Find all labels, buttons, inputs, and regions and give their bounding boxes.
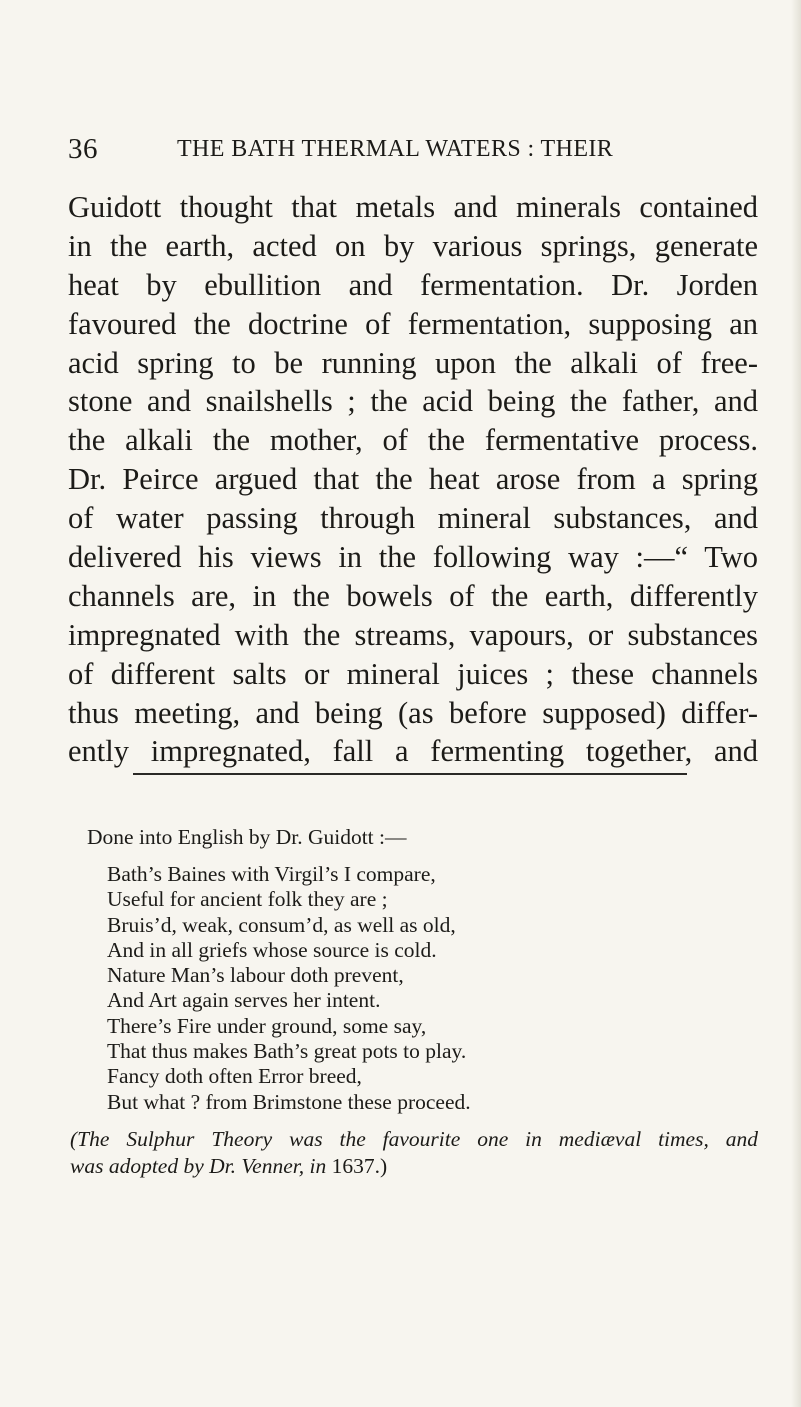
footnote-divider: [133, 773, 687, 775]
note-line-text: was adopted by Dr. Venner, in: [70, 1153, 332, 1178]
footnote-intro: Done into English by Dr. Guidott :—: [87, 825, 407, 849]
body-line: impregnated with the streams, vapours, or substances: [68, 617, 758, 652]
note-line: (The Sulphur Theory was the favourite one in mediæval times, and: [70, 1126, 758, 1151]
body-line: ently impregnated, fall a fermenting together, and: [68, 734, 758, 769]
verse-line: Useful for ancient folk they are ;: [107, 887, 388, 912]
verse-line: And Art again serves her intent.: [107, 988, 381, 1013]
body-line: thus meeting, and being (as before supposed) differ-: [68, 695, 758, 730]
verse-line: Fancy doth often Error breed,: [107, 1064, 362, 1089]
verse-line: Bruis’d, weak, consum’d, as well as old,: [107, 912, 456, 937]
verse-line: Nature Man’s labour doth prevent,: [107, 963, 404, 988]
note-line: [70, 1153, 758, 1180]
verse-line: But what ? from Brimstone these proceed.: [107, 1089, 471, 1114]
body-line: of different salts or mineral juices ; these channels: [68, 656, 758, 691]
page-number: 36: [68, 133, 98, 165]
body-line: favoured the doctrine of fermentation, supposing an: [68, 306, 758, 341]
footnote-note: [70, 1126, 758, 1180]
body-line: stone and snailshells ; the acid being the father, and: [68, 384, 758, 419]
verse-line: That thus makes Bath’s great pots to play.: [107, 1039, 467, 1064]
verse-line: Bath’s Baines with Virgil’s I compare,: [107, 862, 436, 886]
body-paragraph: [68, 188, 758, 771]
body-line: channels are, in the bowels of the earth, differently: [68, 578, 758, 613]
body-line: acid spring to be running upon the alkali of free-: [68, 345, 758, 380]
body-line: in the earth, acted on by various springs, generate: [68, 228, 758, 263]
body-line: Dr. Peirce argued that the heat arose from a spring: [68, 462, 758, 497]
note-year: 1637.): [331, 1153, 388, 1178]
footnote: [68, 823, 758, 1180]
body-line: Guidott thought that metals and minerals contained: [68, 190, 758, 224]
verse-line: There’s Fire under ground, some say,: [107, 1013, 427, 1038]
body-line: of water passing through mineral substances, and: [68, 501, 758, 536]
body-line: heat by ebullition and fermentation. Dr. Jorden: [68, 267, 758, 302]
body-line: the alkali the mother, of the fermentative process.: [68, 423, 758, 458]
running-head: [68, 133, 748, 169]
running-title: THE BATH THERMAL WATERS : THEIR: [177, 136, 614, 162]
body-line: delivered his views in the following way :—“ Two: [68, 540, 758, 575]
verse-line: And in all griefs whose source is cold.: [107, 937, 437, 962]
verse-block: [107, 862, 758, 1115]
page-edge-shadow: [791, 0, 801, 1407]
